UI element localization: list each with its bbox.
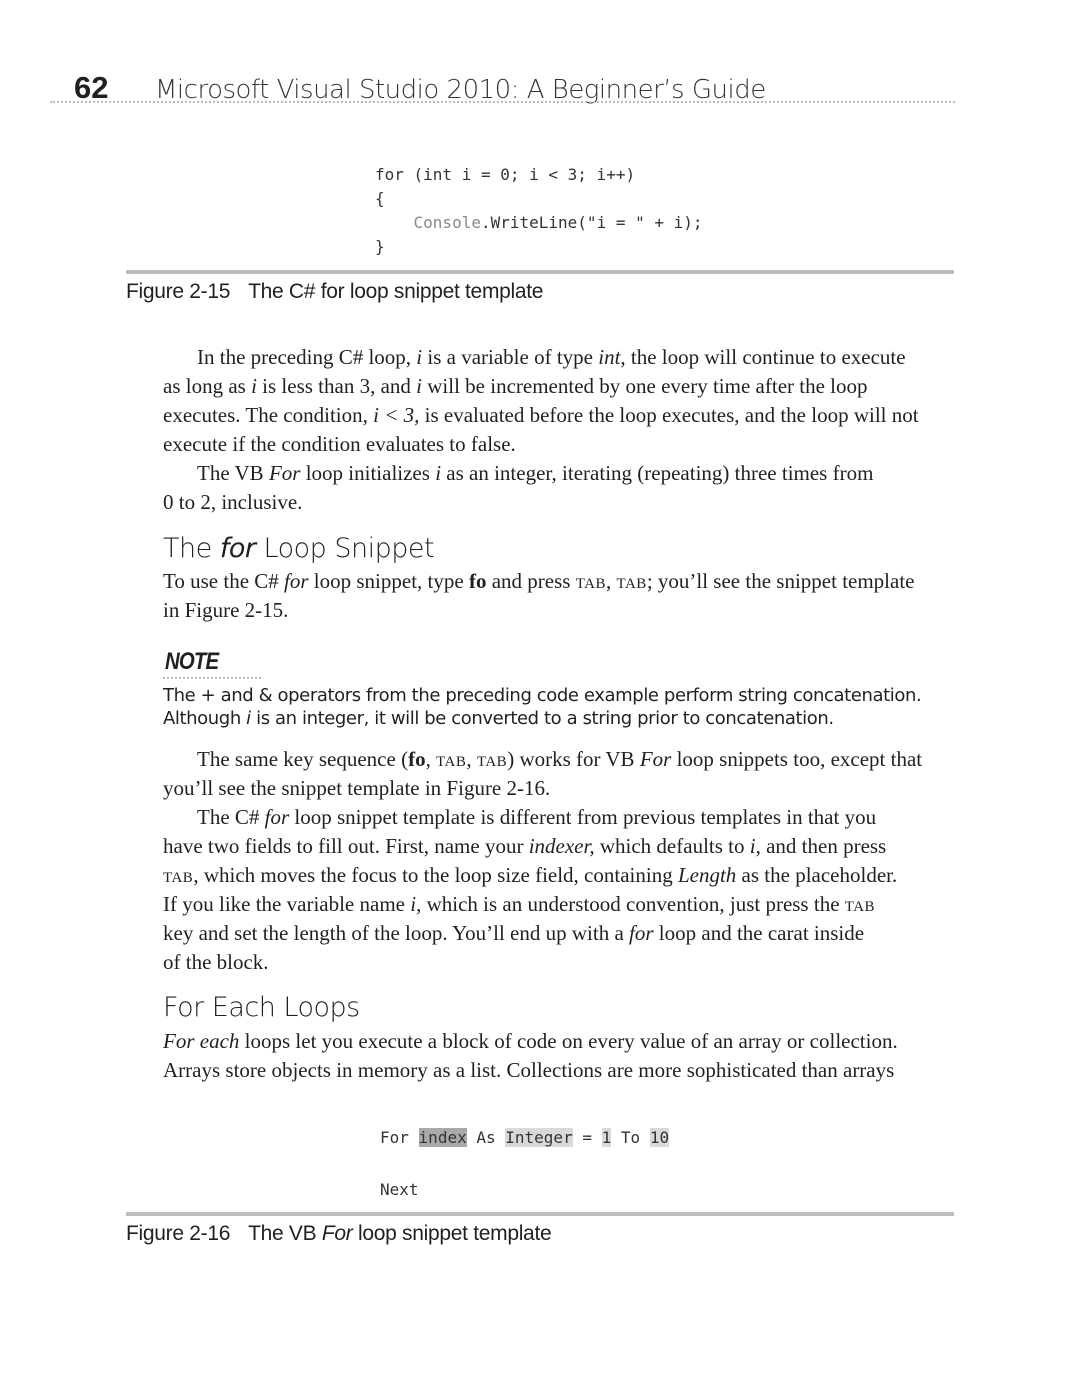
text-run: For [639, 747, 672, 771]
code-line: for (int i = 0; i < 3; i++) [375, 165, 636, 184]
heading-text: The [163, 533, 220, 564]
text-run: TAB [616, 576, 647, 592]
figure-label: Figure 2-15 [126, 280, 231, 303]
text-run: and then press [760, 834, 887, 858]
text-run: as an integer, iterating (repeating) three times from [441, 461, 874, 485]
text-run: ) works for VB [507, 747, 640, 771]
text-run: For each [163, 1029, 240, 1053]
caption-text: The VB [248, 1222, 322, 1245]
code-class-name: Console [413, 213, 481, 232]
text-run: TAB [163, 870, 194, 886]
text-run: TAB [436, 754, 467, 770]
text-line [163, 745, 963, 774]
section-heading-for-loop-snippet [163, 533, 434, 564]
text-run: , [425, 747, 437, 771]
text-line [163, 430, 963, 459]
text-run: i [416, 374, 422, 398]
text-run: you’ll see the snippet template in Figure 2-16. [163, 776, 551, 800]
caption-text: For [321, 1222, 353, 1245]
text-run: in Figure 2-15. [163, 598, 289, 622]
text-run: loop snippet, type [308, 569, 469, 593]
body-paragraph [163, 343, 963, 517]
note-line: The + and & operators from the preceding code example perform string concatenation. [163, 685, 922, 706]
text-run: In the preceding C# loop, [197, 345, 417, 369]
heading-text: for [219, 533, 256, 564]
note-text: Although [163, 708, 247, 729]
figure-rule [126, 1212, 954, 1216]
text-run: as the placeholder. [736, 863, 898, 887]
text-run: TAB [575, 576, 606, 592]
snippet-field-start: 1 [601, 1128, 612, 1147]
text-run: int, [598, 345, 626, 369]
text-run: indexer, [528, 834, 595, 858]
text-run: loop initializes [300, 461, 436, 485]
text-line [163, 343, 963, 372]
text-run: for [629, 921, 654, 945]
vb-code-next: Next [380, 1180, 419, 1199]
code-keyword: As [476, 1128, 496, 1147]
text-run: the loop will continue to execute [625, 345, 906, 369]
text-run: for [264, 805, 290, 829]
text-run: will be incremented by one every time after the loop [422, 374, 868, 398]
text-line [163, 567, 963, 596]
text-run: If you like the variable name [163, 892, 411, 916]
page-number: 62 [74, 70, 109, 105]
text-run: i, [410, 892, 422, 916]
note-text: is an integer, it will be converted to a string prior to concatenation. [250, 708, 834, 729]
text-run: loop and the carat inside [653, 921, 865, 945]
text-line [163, 596, 963, 625]
text-run: To use the C# [163, 569, 285, 593]
code-line: { [375, 189, 385, 208]
text-line [163, 948, 963, 977]
text-run: ; you’ll see the snippet template [646, 569, 915, 593]
text-line [163, 401, 963, 430]
note-text: i [246, 708, 251, 729]
text-run: i [416, 345, 423, 369]
text-run: which is an understood convention, just press the [421, 892, 845, 916]
header-divider [50, 101, 955, 103]
note-divider [163, 677, 261, 679]
figure-caption [126, 280, 543, 304]
figure-rule [126, 270, 954, 274]
caption-text: loop snippet template [352, 1222, 552, 1245]
text-run: TAB [844, 899, 876, 915]
text-run: Length [677, 863, 737, 887]
text-run: executes. The condition, [163, 403, 374, 427]
text-run: , [466, 747, 477, 771]
code-line: } [375, 237, 385, 256]
section-heading-for-each-loops: For Each Loops [163, 992, 360, 1023]
text-run: which defaults to [594, 834, 750, 858]
text-run: i [251, 374, 257, 398]
body-paragraph [163, 1027, 963, 1085]
text-run: loops let you execute a block of code on every value of an array or collection. [239, 1029, 898, 1053]
snippet-field-index: index [418, 1128, 467, 1147]
text-run: have two fields to fill out. First, name your [163, 834, 529, 858]
note-body [163, 684, 921, 730]
csharp-code-block [375, 163, 703, 259]
text-line [163, 803, 963, 832]
text-run: The VB [197, 461, 269, 485]
text-run: Arrays store objects in memory as a list. Collections are more sophisticated than arrays [163, 1058, 895, 1082]
note-title: NOTE [165, 648, 219, 675]
text-run: For [268, 461, 301, 485]
text-run: fo [408, 747, 426, 771]
text-run: , which moves the focus to the loop size field, containing [193, 863, 678, 887]
text-line [163, 890, 963, 919]
text-line [163, 774, 963, 803]
text-run: fo [468, 569, 487, 593]
text-run: The C# [197, 805, 265, 829]
text-line [163, 459, 963, 488]
snippet-field-end: 10 [649, 1128, 670, 1147]
text-run: i, [749, 834, 761, 858]
running-header-title: Microsoft Visual Studio 2010: A Beginner’s Guide [155, 75, 766, 105]
heading-text: Loop Snippet [255, 533, 435, 564]
body-paragraph [163, 567, 963, 625]
text-run: execute if the condition evaluates to false. [163, 432, 516, 456]
text-run: i < 3, [373, 403, 420, 427]
text-run: i [435, 461, 442, 485]
text-run: loop snippet template is different from previous templates in that you [289, 805, 877, 829]
text-run: is a variable of type [422, 345, 599, 369]
text-line [163, 1056, 963, 1085]
text-run: for [284, 569, 309, 593]
text-run: loop snippets too, except that [671, 747, 923, 771]
caption-text: The C# for loop snippet template [248, 280, 544, 303]
text-run: key and set the length of the loop. You’ll end up with a [163, 921, 630, 945]
vb-code-line [380, 1128, 669, 1147]
text-run: is less than 3, and [256, 374, 417, 398]
figure-label: Figure 2-16 [126, 1222, 231, 1245]
text-run: as long as [163, 374, 252, 398]
code-operator: = [582, 1128, 592, 1147]
text-run: , [606, 569, 617, 593]
note-line [163, 707, 921, 730]
text-line [163, 861, 963, 890]
code-line: .WriteLine("i = " + i); [480, 213, 703, 232]
snippet-field-type: Integer [505, 1128, 573, 1147]
text-run: and press [486, 569, 576, 593]
code-keyword: For [380, 1128, 409, 1147]
body-paragraph [163, 745, 963, 977]
text-run: TAB [476, 754, 508, 770]
text-run: is evaluated before the loop executes, and the loop will not [419, 403, 919, 427]
text-run: 0 to 2, inclusive. [163, 490, 303, 514]
text-line [163, 372, 963, 401]
figure-caption [126, 1222, 551, 1246]
text-line [163, 832, 963, 861]
text-line [163, 1027, 963, 1056]
text-line [163, 919, 963, 948]
code-keyword: To [620, 1128, 641, 1147]
text-run: of the block. [163, 950, 269, 974]
text-run: The same key sequence ( [197, 747, 409, 771]
text-line [163, 488, 963, 517]
